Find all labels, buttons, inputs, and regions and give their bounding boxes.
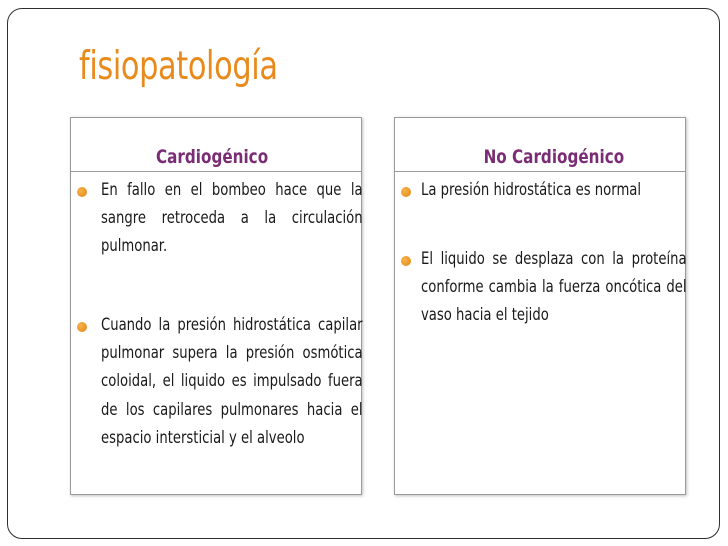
non-cardiogenic-bullet-2: El liquido se desplaza con la proteína conforme cambia la fuerza oncótica del vaso hacia el tejido <box>421 249 687 325</box>
bullet-dot-icon <box>77 187 87 197</box>
non-cardiogenic-column <box>394 117 686 495</box>
cardiogenic-header-label: Cardiogénico <box>155 145 269 168</box>
cardiogenic-column <box>70 117 362 495</box>
bullet-dot-icon <box>77 322 87 332</box>
non-cardiogenic-header-label: No Cardiogénico <box>483 145 625 168</box>
non-cardiogenic-header <box>395 118 685 172</box>
non-cardiogenic-bullet-1: La presión hidrostática es normal <box>421 180 642 199</box>
bullet-dot-icon <box>401 187 411 197</box>
slide-title: fisiopatología <box>79 44 278 89</box>
bullet-dot-icon <box>401 256 411 266</box>
cardiogenic-header <box>71 118 361 172</box>
cardiogenic-bullet-1: En fallo en el bombeo hace que la sangre retroceda a la circulación pulmonar. <box>101 180 363 256</box>
cardiogenic-bullet-2: Cuando la presión hidrostática capilar pulmonar supera la presión osmótica coloidal, el liquido es impulsado fuera de los capilares pulmonares hacia el espacio intersticial y el alveolo <box>101 315 363 447</box>
